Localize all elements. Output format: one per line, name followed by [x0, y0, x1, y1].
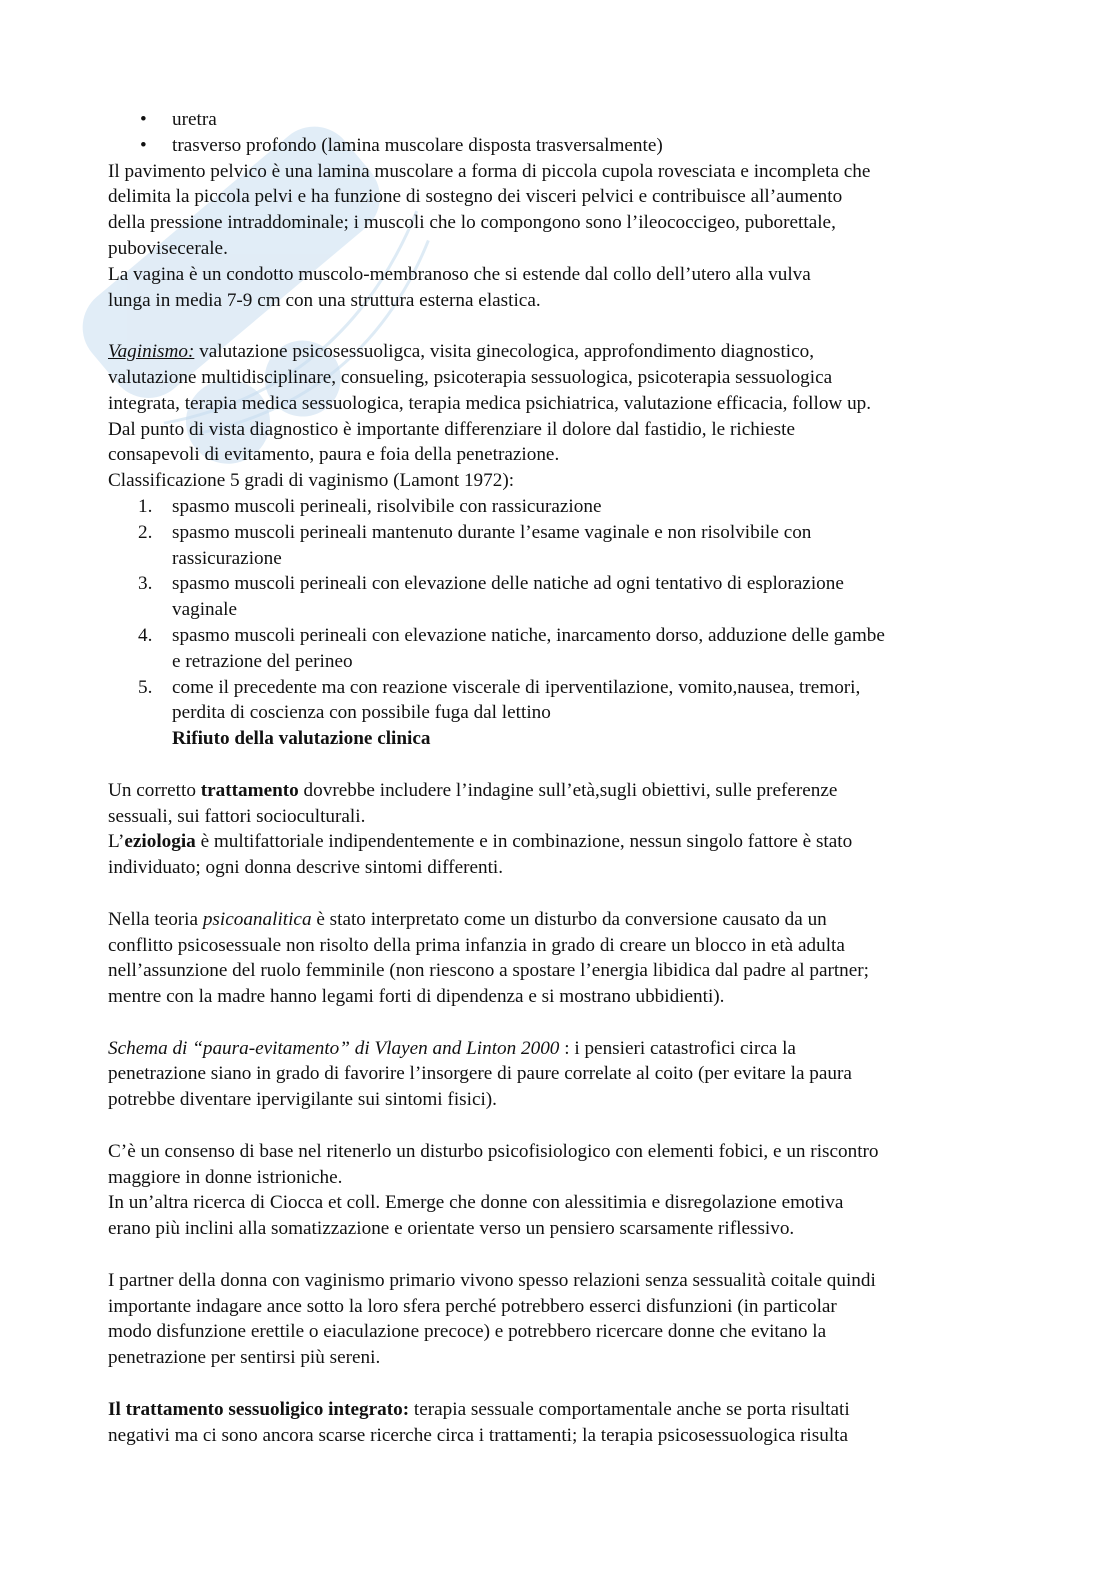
paragraph-treatment: Un corretto trattamento dovrebbe includere l’indagine sull’età,sugli obiettivi, sulle preferenze sessuali, sui fattori socioculturali. [108, 779, 838, 827]
paragraph-etiology: L’eziologia è multifattoriale indipendentemente e in combinazione, nessun singolo fattore è stato individuato; ogni donna descrive sintomi differenti. [108, 831, 853, 879]
paragraph-fear-avoidance: Schema di “paura-evitamento” di Vlayen and Linton 2000 : i pensieri catastrofici circa la penetrazione siano in grado di favorire l’insorgere di paure correlate al coito (per evitare la paura potrebbe diventare ipervigilante sui sintomi fisici). [108, 1037, 852, 1111]
list-item: 4. spasmo muscoli perineali con elevazione natiche, inarcamento dorso, adduzione delle gambe [138, 624, 885, 646]
list-item: 3. spasmo muscoli perineali con elevazione delle natiche ad ogni tentativo di esplorazione [138, 573, 844, 595]
paragraph-vagina: La vagina è un condotto muscolo-membranoso che si estende dal collo dell’utero alla vulva lunga in media 7-9 cm con una struttura esterna elastica. [108, 263, 811, 311]
paragraph-pelvic-floor: Il pavimento pelvico è una lamina muscolare a forma di piccola cupola rovesciata e incompleta che delimita la piccola pelvi e ha funzione di sostegno dei visceri pelvici e contribuisce all’aumento della pressione intraddominale; i muscoli che lo compongono sono l’ileococcigeo, puborettale, pubovisecerale. [108, 160, 871, 259]
paragraph-integrated-treatment: Il trattamento sessuoligico integrato: terapia sessuale comportamentale anche se porta risultati negativi ma ci sono ancora scarse ricerche circa i trattamenti; la terapia psicosessuologica risulta [108, 1398, 850, 1446]
paragraph-psychoanalytic: Nella teoria psicoanalitica è stato interpretato come un disturbo da conversione causato da un conflitto psicosessuale non risolto della prima infanzia in grado di creare un blocco in età adulta nell’assunzione del ruolo femminile (non riescono a spostare l’energia libidica dal padre al partner; mentre con la madre hanno legami forti di dipendenza e si mostrano ubbidienti). [108, 908, 870, 1008]
paragraph-consensus: C’è un consenso di base nel ritenerlo un disturbo psicofisiologico con elementi fobici, e un riscontro maggiore in donne istrioniche. In un’altra ricerca di Ciocca et coll. Emerge che donne con alessitimia e disregolazione emotiva erano più inclini alla somatizzazione e orientate verso un pensiero scarsamente riflessivo. [108, 1140, 879, 1240]
paragraph-partners: I partner della donna con vaginismo primario vivono spesso relazioni senza sessualità coitale quindi importante indagare ance sotto la loro sfera perché potrebbero esserci disfunzioni (in particolar modo disfunzione erettile o eiaculazione precoce) e potrebbero ricercare donne che evitano la penetrazione per sentirsi più sereni. [108, 1269, 876, 1369]
list-item: • trasverso profondo (lamina muscolare disposta trasversalmente) [140, 134, 663, 156]
paragraph-vaginismo: Vaginismo: valutazione psicosessuoligca, visita ginecologica, approfondimento diagnostico, valutazione multidisciplinare, consueling, psicoterapia sessuologica, psicoterapia sessuologica integrata, terapia medica sessuologica, terapia medica psichiatrica, valutazione efficacia, follow up. Dal punto di vista diagnostico è importante differenziare il dolore dal fastidio, le richieste consapevoli di evitamento, paura e foia della penetrazione. Classificazione 5 gradi di vaginismo (Lamont 1972): [108, 341, 872, 492]
list-item: 5. come il precedente ma con reazione viscerale di iperventilazione, vomito,nausea, tremori, [138, 676, 861, 698]
list-item: 2. spasmo muscoli perineali mantenuto durante l’esame vaginale e non risolvibile con [138, 521, 812, 543]
list-item: • uretra [140, 109, 217, 130]
list-item: 1. spasmo muscoli perineali, risolvibile con rassicurazione [138, 495, 602, 517]
term-vaginismo: Vaginismo: [108, 341, 195, 363]
document-body [108, 107, 1008, 1448]
grades-list: 1. spasmo muscoli perineali, risolvibile con rassicurazione 2. spasmo muscoli perineali mantenuto durante l’esame vaginale e non risolvibile con rassicurazione 3. spasmo muscoli perineali con elevazione delle natiche ad ogni tentativo di esplorazione vaginale 4. spasmo muscoli perineali con elevazione natiche, inarcamento dorso, adduzione delle gambe e retrazione del perineo 5. come il precedente ma con reazione viscerale di iperventilazione, vomito,nausea, tremori, perdita di coscienza con possibile fuga dal lettino Rifiuto della valutazione clinica [108, 494, 1008, 752]
